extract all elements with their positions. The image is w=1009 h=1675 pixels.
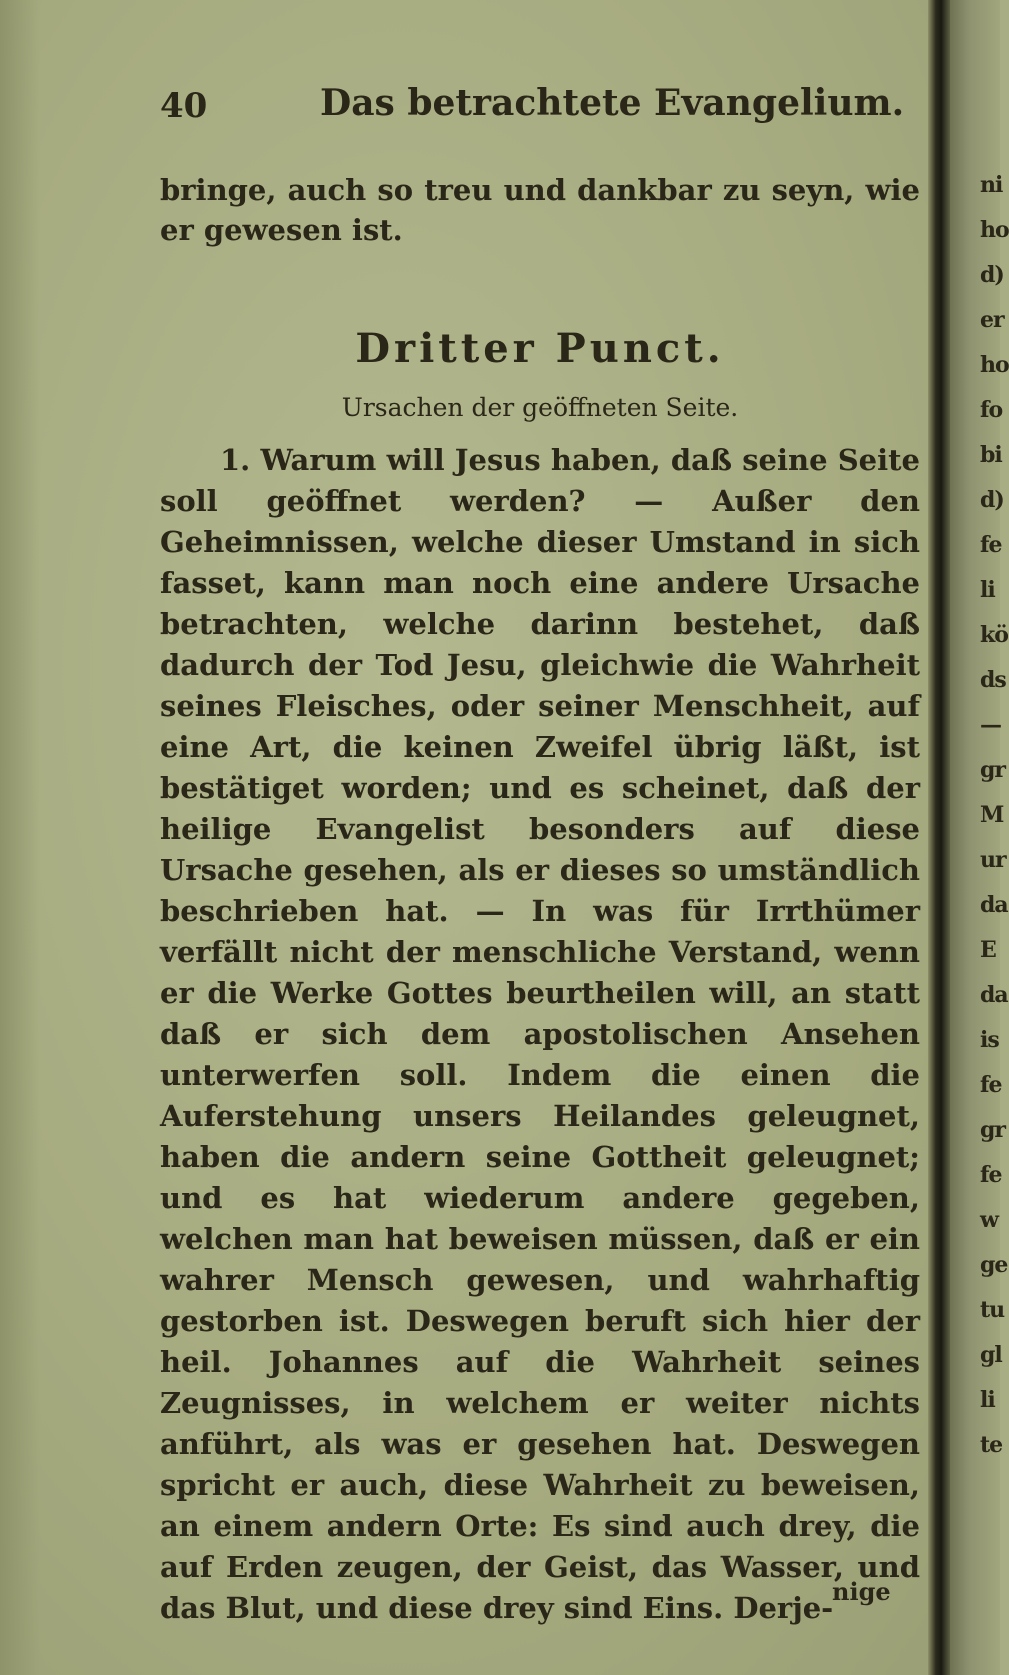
next-page-fragment: li xyxy=(980,1387,995,1413)
next-page-fragment: ho xyxy=(980,352,1009,378)
next-page-fragment: gr xyxy=(980,757,1005,783)
next-page-fragment: da xyxy=(980,892,1008,918)
catchword: nige xyxy=(832,1577,891,1606)
next-page-fragment: er xyxy=(980,307,1004,333)
next-page-fragment: ho xyxy=(980,217,1009,243)
next-page-fragment: d) xyxy=(980,487,1004,513)
paragraph-1: 1. Warum will Jesus haben, daß seine Seite soll geöffnet werden? — Außer den Geheimnissen, welche dieser Umstand in sich fasset, kann man noch eine andere Ursache betrachten, welche darinn bestehet, daß dadurch der Tod Jesu, gleichwie die Wahrheit seines Fleisches, oder seiner Menschheit, auf eine Art, die keinen Zweifel übrig läßt, ist bestätiget worden; und es scheinet, daß der heilige Evangelist besonders auf diese Ursache gesehen, als er dieses so umständlich beschrieben hat. — In was für Irrthümer verfällt nicht der menschliche Verstand, wenn er die Werke Gottes beurtheilen will, an statt daß er sich dem apostolischen Ansehen unterwerfen soll. Indem die einen die Auferstehung unsers Heilandes geleugnet, haben die andern seine Gottheit geleugnet; und es hat wiederum andere gegeben, welchen man hat beweisen müssen, daß er ein wahrer Mensch gewesen, und wahrhaftig gestorben ist. Deswegen beruft sich hier der heil. Johannes auf die Wahrheit seines Zeugnisses, in welchem er weiter nichts anführt, als was er gesehen hat. Deswegen spricht er auch, diese Wahrheit zu beweisen, an einem andern Orte: Es sind auch drey, die auf Erden zeugen, der Geist, das Wasser, und das Blut, und diese drey sind Eins. Derje- xyxy=(160,443,920,1625)
next-page-fragment: kö xyxy=(980,622,1008,648)
next-page-fragment: li xyxy=(980,577,995,603)
next-page-fragment: — xyxy=(980,712,1001,738)
next-page-fragment: d) xyxy=(980,262,1004,288)
page-edge-shadow xyxy=(0,0,40,1675)
next-page-fragment: ni xyxy=(980,172,1003,198)
next-page-fragment: ds xyxy=(980,667,1006,693)
next-page-fragment: w xyxy=(980,1207,998,1233)
next-page-fragment: fe xyxy=(980,1072,1002,1098)
next-page-fragment: fe xyxy=(980,1162,1002,1188)
section-subtitle: Ursachen der geöffneten Seite. xyxy=(341,393,739,422)
next-page-fragment: fe xyxy=(980,532,1002,558)
section-title: Dritter Punct. xyxy=(355,325,725,372)
next-page-fragment: gr xyxy=(980,1117,1005,1143)
next-page-fragment: gl xyxy=(980,1342,1002,1368)
next-page-fragment: M xyxy=(980,802,1004,828)
next-page-fragment: is xyxy=(980,1027,999,1053)
next-page-fragment: te xyxy=(980,1432,1003,1458)
main-text xyxy=(160,440,920,1629)
next-page-fragment: bi xyxy=(980,442,1002,468)
next-page-edge xyxy=(950,0,1009,1675)
running-head: Das betrachtete Evangelium. xyxy=(320,82,905,124)
page-number: 40 xyxy=(160,86,208,126)
next-page-fragment: ur xyxy=(980,847,1006,873)
next-page-fragment: da xyxy=(980,982,1008,1008)
next-page-fragment: fo xyxy=(980,397,1003,423)
page-header xyxy=(160,82,905,132)
next-page-fragment: E xyxy=(980,937,996,963)
carryover-text: bringe, auch so treu und dankbar zu seyn, wie er gewesen ist. xyxy=(160,173,920,247)
next-page-fragment: tu xyxy=(980,1297,1005,1323)
book-gutter xyxy=(928,0,950,1675)
next-page-fragment: ge xyxy=(980,1252,1008,1278)
